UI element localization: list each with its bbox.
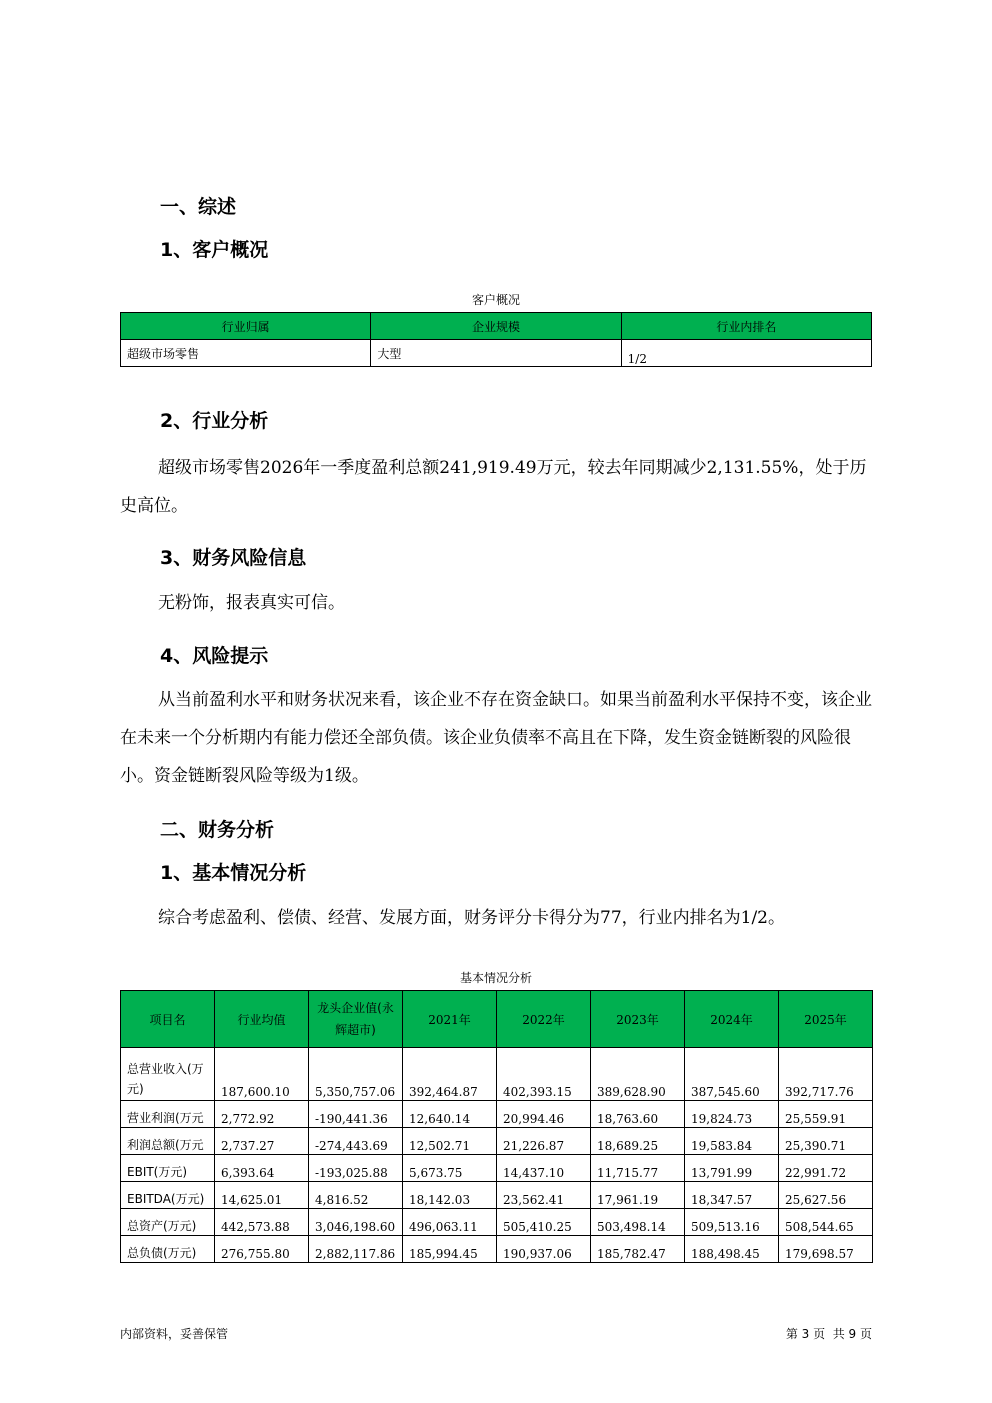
table-header-row [121, 313, 872, 340]
row-label: 总负债(万元) [121, 1236, 215, 1263]
cell-value: 2,737.27 [215, 1128, 309, 1155]
section-heading-financial: 二、财务分析 [160, 819, 275, 841]
row-label: 总资产(万元) [121, 1209, 215, 1236]
cell-rank: 1/2 [621, 340, 871, 367]
cell-value: 2,882,117.86 [309, 1236, 403, 1263]
cell-value: 12,502.71 [403, 1128, 497, 1155]
cell-industry: 超级市场零售 [121, 340, 371, 367]
cell-value: 190,937.06 [497, 1236, 591, 1263]
cell-value: 5,350,757.06 [309, 1048, 403, 1101]
cell-value: 185,994.45 [403, 1236, 497, 1263]
cell-value: 2,772.92 [215, 1101, 309, 1128]
cell-value: 6,393.64 [215, 1155, 309, 1182]
row-label: EBITDA(万元) [121, 1182, 215, 1209]
risk-tip-text: 从当前盈利水平和财务状况来看，该企业不存在资金缺口。如果当前盈利水平保持不变，该企业在未来一个分析期内有能力偿还全部负债。该企业负债率不高且在下降，发生资金链断裂的风险很小。资金链断裂风险等级为1级。 [120, 690, 872, 786]
basic-analysis-table [120, 990, 873, 1263]
subheading-basic-analysis: 1、基本情况分析 [160, 862, 307, 884]
section-heading-overview: 一、综述 [160, 196, 237, 218]
cell-value: 11,715.77 [591, 1155, 685, 1182]
cell-value: 13,791.99 [685, 1155, 779, 1182]
table-row [121, 340, 872, 367]
financial-risk-text: 无粉饰，报表真实可信。 [158, 593, 345, 613]
cell-scale: 大型 [371, 340, 621, 367]
table-row [121, 1209, 873, 1236]
table-row [121, 1236, 873, 1263]
table-row [121, 1182, 873, 1209]
header-leader: 龙头企业值(永辉超市) [309, 991, 403, 1048]
header-2024: 2024年 [685, 991, 779, 1048]
cell-value: -274,443.69 [309, 1128, 403, 1155]
header-2022: 2022年 [497, 991, 591, 1048]
cell-value: -193,025.88 [309, 1155, 403, 1182]
cell-value: 18,763.60 [591, 1101, 685, 1128]
cell-value: -190,441.36 [309, 1101, 403, 1128]
cell-value: 18,347.57 [685, 1182, 779, 1209]
cell-value: 20,994.46 [497, 1101, 591, 1128]
cell-value: 509,513.16 [685, 1209, 779, 1236]
subheading-financial-risk: 3、财务风险信息 [160, 547, 307, 569]
subheading-industry-analysis: 2、行业分析 [160, 410, 269, 432]
subheading-customer-overview: 1、客户概况 [160, 239, 269, 261]
header-rank: 行业内排名 [621, 313, 871, 340]
cell-value: 12,640.14 [403, 1101, 497, 1128]
cell-value: 503,498.14 [591, 1209, 685, 1236]
footer-confidential-note: 内部资料，妥善保管 [120, 1327, 229, 1341]
cell-value: 18,689.25 [591, 1128, 685, 1155]
cell-value: 17,961.19 [591, 1182, 685, 1209]
customer-overview-table [120, 312, 872, 367]
header-industry: 行业归属 [121, 313, 371, 340]
cell-value: 25,559.91 [779, 1101, 873, 1128]
subheading-risk-tip: 4、风险提示 [160, 645, 269, 667]
header-2023: 2023年 [591, 991, 685, 1048]
basic-analysis-text: 综合考虑盈利、偿债、经营、发展方面，财务评分卡得分为77，行业内排名为1/2。 [158, 908, 785, 928]
row-label: 总营业收入(万元) [121, 1048, 215, 1101]
cell-value: 19,824.73 [685, 1101, 779, 1128]
cell-value: 442,573.88 [215, 1209, 309, 1236]
cell-value: 25,627.56 [779, 1182, 873, 1209]
cell-value: 23,562.41 [497, 1182, 591, 1209]
cell-value: 392,717.76 [779, 1048, 873, 1101]
header-industry-avg: 行业均值 [215, 991, 309, 1048]
table-header-row [121, 991, 873, 1048]
cell-value: 19,583.84 [685, 1128, 779, 1155]
basic-table-caption: 基本情况分析 [459, 971, 532, 985]
cell-value: 496,063.11 [403, 1209, 497, 1236]
cell-value: 5,673.75 [403, 1155, 497, 1182]
cell-value: 25,390.71 [779, 1128, 873, 1155]
cell-value: 187,600.10 [215, 1048, 309, 1101]
row-label: EBIT(万元) [121, 1155, 215, 1182]
cell-value: 508,544.65 [779, 1209, 873, 1236]
cell-value: 389,628.90 [591, 1048, 685, 1101]
header-2025: 2025年 [779, 991, 873, 1048]
row-label: 营业利润(万元 [121, 1101, 215, 1128]
cell-value: 18,142.03 [403, 1182, 497, 1209]
table-row [121, 1128, 873, 1155]
cell-value: 185,782.47 [591, 1236, 685, 1263]
header-item: 项目名 [121, 991, 215, 1048]
footer-page-number: 第 3 页 共 9 页 [785, 1327, 872, 1341]
cell-value: 4,816.52 [309, 1182, 403, 1209]
cell-value: 387,545.60 [685, 1048, 779, 1101]
table-row [121, 1048, 873, 1101]
cell-value: 22,991.72 [779, 1155, 873, 1182]
table-row [121, 1155, 873, 1182]
cell-value: 392,464.87 [403, 1048, 497, 1101]
overview-table-caption: 客户概况 [471, 293, 520, 307]
cell-value: 179,698.57 [779, 1236, 873, 1263]
cell-value: 402,393.15 [497, 1048, 591, 1101]
row-label: 利润总额(万元 [121, 1128, 215, 1155]
table-row [121, 1101, 873, 1128]
industry-analysis-text: 超级市场零售2026年一季度盈利总额241,919.49万元，较去年同期减少2,131.55%，处于历史高位。 [120, 458, 867, 516]
header-scale: 企业规模 [371, 313, 621, 340]
cell-value: 21,226.87 [497, 1128, 591, 1155]
cell-value: 14,625.01 [215, 1182, 309, 1209]
cell-value: 276,755.80 [215, 1236, 309, 1263]
header-2021: 2021年 [403, 991, 497, 1048]
cell-value: 3,046,198.60 [309, 1209, 403, 1236]
cell-value: 505,410.25 [497, 1209, 591, 1236]
cell-value: 188,498.45 [685, 1236, 779, 1263]
cell-value: 14,437.10 [497, 1155, 591, 1182]
